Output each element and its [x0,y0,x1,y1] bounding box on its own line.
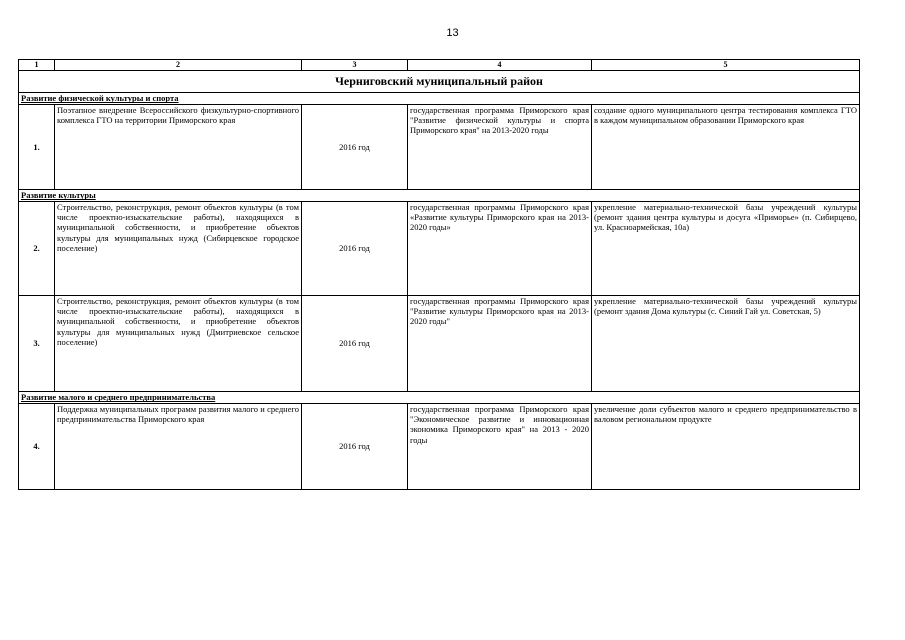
result-cell: укрепление материально-технической базы учреждений культуры (ремонт здания центра культуры и досуга «Приморье» (п. Сибирцево, ул. Красноармейская, 10а) [592,202,860,296]
activity-cell: Строительство, реконструкция, ремонт объектов культуры (в том числе проектно-изыскательские работы), находящихся в муниципальной собственности, и приобретение объектов культуры для муниципальных нужд (Дмитриевское сельское поселение) [55,296,302,392]
activity-cell: Строительство, реконструкция, ремонт объектов культуры (в том числе проектно-изыскательские работы), находящихся в муниципальной собственности, и приобретение объектов культуры для муниципальных нужд (Сибирцевское городское поселение) [55,202,302,296]
section-title: Развитие малого и среднего предпринимательства [19,392,860,404]
program-table [18,59,860,490]
table-row [19,404,860,490]
table-row [19,202,860,296]
column-number: 3 [302,60,408,71]
activity-cell: Поддержка муниципальных программ развития малого и среднего предпринимательства Приморского края [55,404,302,490]
result-cell: увеличение доли субъектов малого и среднего предпринимательство в валовом региональном продукте [592,404,860,490]
row-number: 4. [19,404,55,490]
column-number-row [19,60,860,71]
section-row [19,392,860,404]
table-row [19,296,860,392]
column-number: 2 [55,60,302,71]
activity-cell: Поэтапное внедрение Всероссийского физкультурно-спортивного комплекса ГТО на территории Приморского края [55,105,302,190]
result-cell: укрепление материально-технической базы учреждений культуры (ремонт здания Дома культуры (с. Синий Гай ул. Советская, 5) [592,296,860,392]
column-number: 1 [19,60,55,71]
year-cell: 2016 год [302,202,408,296]
result-cell: создание одного муниципального центра тестирования комплекса ГТО в каждом муниципальном образовании Приморского края [592,105,860,190]
year-cell: 2016 год [302,296,408,392]
column-number: 4 [408,60,592,71]
program-cell: государственная программа Приморского края "Экономическое развитие и инновационная экономика Приморского края" на 2013 - 2020 годы [408,404,592,490]
column-number: 5 [592,60,860,71]
row-number: 1. [19,105,55,190]
section-title: Развитие физической культуры и спорта [19,93,860,105]
year-cell: 2016 год [302,105,408,190]
section-title: Развитие культуры [19,190,860,202]
table-row [19,105,860,190]
row-number: 2. [19,202,55,296]
page-number: 13 [446,27,459,39]
program-cell: государственная программы Приморского края «Развитие культуры Приморского края на 2013-2020 годы» [408,202,592,296]
year-cell: 2016 год [302,404,408,490]
section-row [19,190,860,202]
district-row [19,71,860,93]
section-row [19,93,860,105]
row-number: 3. [19,296,55,392]
program-cell: государственная программы Приморского края "Развитие культуры Приморского края на 2013-2020 годы" [408,296,592,392]
program-cell: государственная программа Приморского края "Развитие физической культуры и спорта Приморского края" на 2013-2020 годы [408,105,592,190]
district-title: Черниговский муниципальный район [19,71,860,93]
